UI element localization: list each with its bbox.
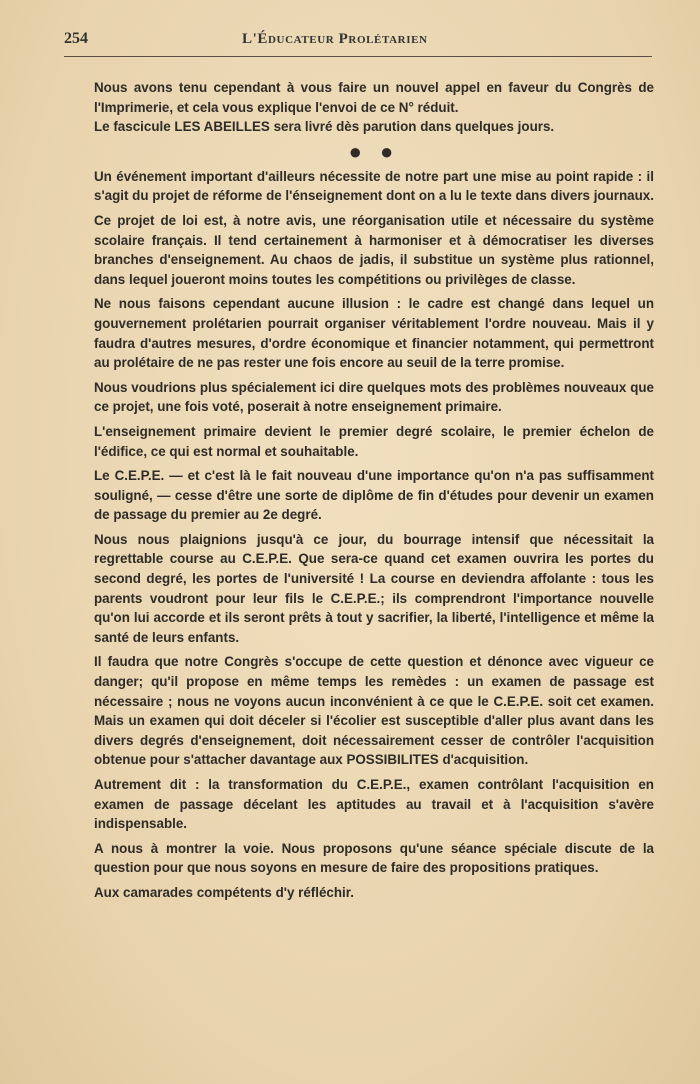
paragraph: Le C.E.P.E. — et c'est là le fait nouveau d'une importance qu'on n'a pas suffisamment souligné, — cesse d'être une sorte de diplôme de fin d'études pour devenir un examen de passage du premier au 2e degré. xyxy=(94,468,654,523)
paragraph: Aux camarades compétents d'y réfléchir. xyxy=(94,884,354,900)
article-body xyxy=(94,78,654,908)
paragraph: Le fascicule LES ABEILLES sera livré dès parution dans quelques jours. xyxy=(94,119,555,135)
section-separator: ● ● xyxy=(348,138,400,164)
paragraph: Un événement important d'ailleurs nécessite de notre part une mise au point rapide : il s'agit du projet de réforme de l'énseignement dont on a lu le texte dans divers journaux. xyxy=(94,168,654,204)
paragraph: A nous à montrer la voie. Nous proposons qu'une séance spéciale discute de la question pour que nous soyons en mesure de faire des propositions pratiques. xyxy=(94,840,654,876)
paragraph: Il faudra que notre Congrès s'occupe de cette question et dénonce avec vigueur ce danger; qu'il propose en même temps les remèdes : un examen de passage est nécessaire ; nous ne voyons aucun inconvénient à ce que le C.E.P.E. soit cet examen. Mais un examen qui doit déceler si l'écolier est susceptible d'aller plus avant dans les divers degrés d'enseignement, doit nécessairement cesser de contrôler l'acquisition obtenue pour s'attacher davantage aux POSSIBILITES d'acquisition. xyxy=(94,654,654,768)
page-number: 254 xyxy=(64,30,88,47)
paragraph: Nous avons tenu cependant à vous faire un nouvel appel en faveur du Congrès de l'Imprimerie, et cela vous explique l'envoi de ce N° réduit. xyxy=(94,80,654,115)
paragraph: Nous nous plaignions jusqu'à ce jour, du bourrage intensif que nécessitait la regrettable course au C.E.P.E. Que sera-ce quand cet examen ouvrira les portes du second degré, les portes de l'université ! La course en deviendra affolante : tous les parents voudront pour leur fils le C.E.P.E.; ils comprendront l'importance nouvelle qu'on lui accorde et ils seront prêts à tout y sacrifier, la liberté, l'intelligence et même la santé de leurs enfants. xyxy=(94,531,654,645)
paragraph: Ce projet de loi est, à notre avis, une réorganisation utile et nécessaire du système scolaire français. Il tend certainement à harmoniser et à démocratiser les diverses branches d'enseignement. Au chaos de jadis, il substitue un système plus rationnel, dans lequel joueront moins toutes les compétitions ou privilèges de classe. xyxy=(94,212,654,287)
paragraph: L'enseignement primaire devient le premier degré scolaire, le premier échelon de l'édifice, ce qui est normal et souhaitable. xyxy=(94,423,654,459)
paragraph: Nous voudrions plus spécialement ici dire quelques mots des problèmes nouveaux que ce projet, une fois voté, poserait à notre enseignement primaire. xyxy=(94,379,654,415)
running-title: L'Éducateur Prolétarien xyxy=(242,31,428,47)
paragraph: Autrement dit : la transformation du C.E.P.E., examen contrôlant l'acquisition en examen de passage décelant les aptitudes au travail et à l'acquisition s'avère indispensable. xyxy=(94,777,654,832)
page-header xyxy=(64,28,652,57)
paragraph: Ne nous faisons cependant aucune illusion : le cadre est changé dans lequel un gouvernement prolétarien pourrait organiser véritablement l'ordre nouveau. Mais il y faudra d'autres mesures, d'ordre économique et financier notamment, qui permettront au prolétaire de ne pas rester une fois encore au seuil de la terre promise. xyxy=(94,296,654,371)
